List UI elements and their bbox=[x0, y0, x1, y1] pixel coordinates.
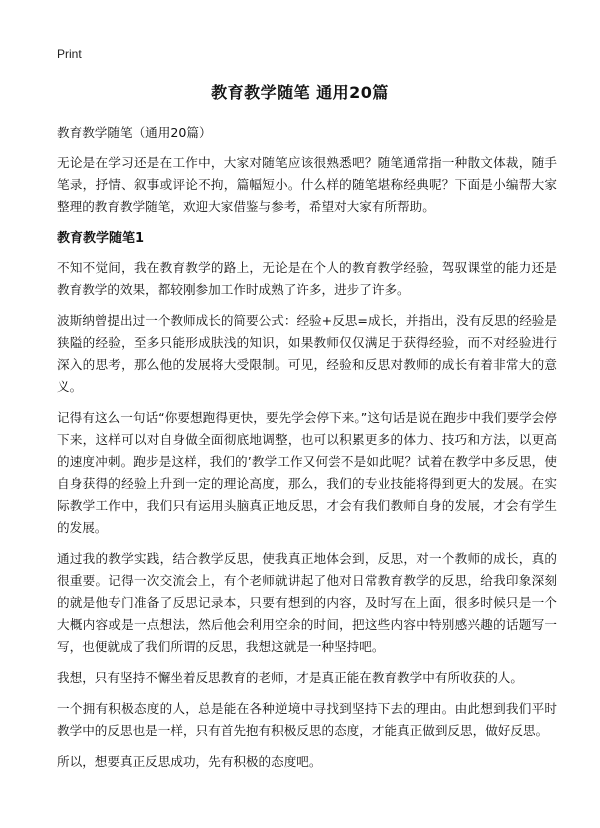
paragraph: 所以，想要真正反思成功，先有积极的态度吧。 bbox=[57, 754, 322, 769]
paragraph: 通过我的教学实践，结合教学反思，使我真正地体会到，反思，对一个教师的成长，真的很重要。记得一次交流会上，有个老师就讲起了他对日常教育教学的反思，给我印象深刻的就是他专门准备了反思记录本，只要有想到的内容，及时写在上面，很多时候只是一个大概内容或是一点想法，然后他会利用空余的时间，把这些内容中特别感兴趣的话题写一写，也便就成了我们所谓的反思，我想这就是一种坚持吧。 bbox=[57, 551, 557, 654]
page-title: 教育教学随笔 通用20篇 bbox=[211, 83, 389, 102]
article-body bbox=[57, 122, 557, 782]
article-subtitle: 教育教学随笔（通用20篇） bbox=[57, 125, 212, 140]
paragraph: 记得有这么一句话“你要想跑得更快，要先学会停下来。”这句话是说在跑步中我们要学会停下来，这样可以对自身做全面彻底地调整，也可以积累更多的体力、技巧和方法，以更高的速度冲刺。跑步是这样，我们的’教学工作又何尝不是如此呢？试着在教学中多反思，使自身获得的经验上升到一定的理论高度，那么，我们的专业技能将得到更大的发展。在实际教学工作中，我们只有运用头脑真正地反思，才会有我们教师自身的发展，才会有学生的发展。 bbox=[57, 410, 557, 535]
paragraph: 不知不觉间，我在教育教学的路上，无论是在个人的教育教学经验，驾驭课堂的能力还是教育教学的效果，都较刚参加工作时成熟了许多，进步了许多。 bbox=[57, 260, 557, 297]
intro-paragraph: 无论是在学习还是在工作中，大家对随笔应该很熟悉吧？随笔通常指一种散文体裁，随手笔录，抒情、叙事或评论不拘，篇幅短小。什么样的随笔堪称经典呢？下面是小编帮大家整理的教育教学随笔，欢迎大家借鉴与参考，希望对大家有所帮助。 bbox=[57, 155, 557, 214]
paragraph: 我想，只有坚持不懈坐着反思教育的老师，才是真正能在教育教学中有所收获的人。 bbox=[57, 670, 523, 685]
paragraph: 一个拥有积极态度的人，总是能在各种逆境中寻找到坚持下去的理由。由此想到我们平时教学中的反思也是一样，只有首先抱有积极反思的态度，才能真正做到反思，做好反思。 bbox=[57, 701, 557, 738]
section-heading: 教育教学随笔1 bbox=[57, 231, 145, 246]
print-link[interactable]: Print bbox=[57, 47, 82, 61]
paragraph: 波斯纳曾提出过一个教师成长的简要公式：经验+反思=成长，并指出，没有反思的经验是狭隘的经验，至多只能形成肤浅的知识，如果教师仅仅满足于获得经验，而不对经验进行深入的思考，那么他的发展将大受限制。可见，经验和反思对教师的成长有着非常大的意义。 bbox=[57, 313, 557, 394]
